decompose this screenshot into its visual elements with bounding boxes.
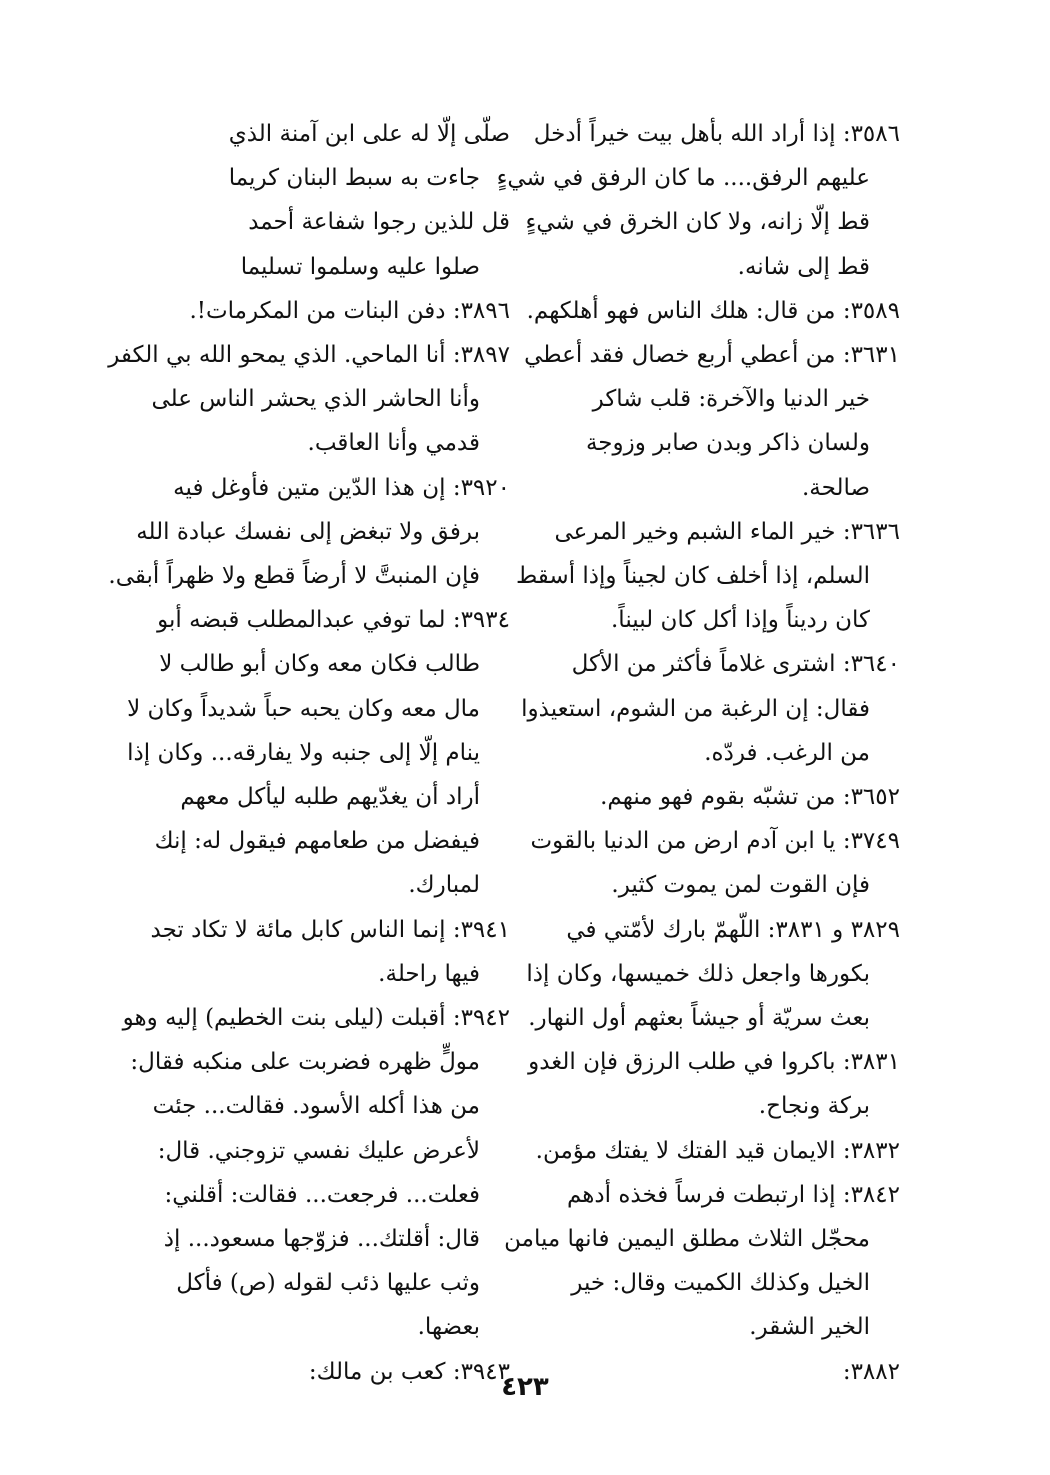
entry-first-line: ٣٨٢٩ و ٣٨٣١: اللّهمّ بارك لأمّتي في	[566, 916, 900, 943]
entry	[528, 1040, 900, 1128]
entry-first-line: ٣٨٩٦: دفن البنات من المكرمات!.	[189, 297, 510, 324]
entry	[104, 289, 510, 333]
poem-verse: صلوا عليه وسلموا تسليما	[240, 253, 480, 280]
entry	[526, 289, 900, 333]
entry-first-line: ٣٦٤٠: اشترى غلاماً فأكثر من الأكل	[571, 651, 900, 678]
entry-first-line: ٣٥٨٩: من قال: هلك الناس فهو أهلكهم.	[526, 297, 900, 324]
entry	[496, 112, 900, 289]
entry-continuation-line: بعث سريّة أو جيشاً بعثهم أول النهار.	[528, 1005, 870, 1032]
entry	[104, 466, 510, 599]
entry-first-line: ٣٦٣١: من أعطي أربع خصال فقد أعطي	[524, 342, 900, 369]
entry	[521, 642, 900, 775]
entry-first-line: ٣٥٨٦: إذا أراد الله بأهل بيت خيراً أدخل	[533, 121, 900, 147]
entry	[104, 908, 510, 996]
entry-continuation-line: فيفضل من طعامهم فيقول له: إنك	[154, 828, 480, 855]
entry-continuation-line: قدمي وأنا العاقب.	[307, 430, 480, 457]
entry-first-line: ٣٦٣٦: خير الماء الشبم وخير المرعى	[554, 518, 900, 545]
entry-continuation-line: عليهم الرفق.... ما كان الرفق في شيءٍ	[496, 165, 870, 192]
entry-first-line: ٣٩٣٤: لما توفي عبدالمطلب قبضه أبو	[157, 607, 510, 634]
entry-continuation-line: طالب فكان معه وكان أبو طالب لا	[159, 651, 480, 678]
entry-continuation-line: السلم، إذا أخلف كان لجيناً وإذا أسقط	[515, 563, 870, 590]
entry	[524, 333, 900, 510]
entry-continuation-line: بركة ونجاح.	[758, 1093, 870, 1120]
entry-first-line: ٣٨٩٧: أنا الماحي. الذي يمحو الله بي الكفر	[108, 342, 510, 369]
entry-first-line: ٣٧٤٩: يا ابن آدم ارض من الدنيا بالقوت	[530, 828, 900, 855]
entry-first-line: ٣٩٤٣: كعب بن مالك:	[308, 1358, 510, 1385]
entry-continuation-line: الخيل وكذلك الكميت وقال: خير	[571, 1270, 870, 1297]
entry-continuation-line: فعلت... فرجعت... فقالت: أقلني:	[164, 1181, 480, 1208]
left-entries	[104, 289, 510, 1394]
entry	[104, 996, 510, 1350]
entry-first-line: ٣٩٢٠: إن هذا الدّين متين فأوغل فيه	[173, 474, 510, 501]
entry-continuation-line: من هذا أكله الأسود. فقالت... جئت	[152, 1093, 480, 1120]
entry-continuation-line: مال معه وكان يحبه حباً شديداً وكان لا	[127, 695, 480, 722]
entry-first-line: ٣٨٨٢:	[842, 1358, 900, 1385]
entry-continuation-line: فإن القوت لمن يموت كثير.	[611, 872, 870, 899]
entry	[550, 775, 900, 819]
entry-continuation-line: وأنا الحاشر الذي يحشر الناس على	[151, 386, 480, 413]
entry-continuation-line: لمبارك.	[408, 872, 480, 899]
entry-first-line: ٣٨٣٢: الايمان قيد الفتك لا يفتك مؤمن.	[535, 1137, 900, 1164]
entry-continuation-line: قال: أقلتك... فزوّجها مسعود... إذ	[163, 1226, 480, 1253]
poem-verse: قل للذين رجوا شفاعة أحمد	[248, 209, 510, 236]
page-number: ٤٢٣	[501, 1372, 549, 1402]
entry-first-line: ٣٩٤١: إنما الناس كابل مائة لا تكاد تجد	[150, 916, 510, 943]
poem-verse: جاءت به سبط البنان كريما	[228, 165, 480, 192]
entry-continuation-line: ينام إلّا إلى جنبه ولا يفارقه... وكان إذا	[127, 739, 480, 766]
entry	[535, 1129, 900, 1173]
entry-continuation-line: وثب عليها ذئب لقوله (ص) فأكل	[176, 1270, 480, 1297]
entry-first-line: ٣٦٥٢: من تشبّه بقوم فهو منهم.	[600, 784, 900, 811]
entry-continuation-line: خير الدنيا والآخرة: قلب شاكر	[592, 386, 870, 413]
entry-continuation-line: محجّل الثلاث مطلق اليمين فانها ميامن	[504, 1226, 870, 1253]
entry-continuation-line: مولٍّ ظهره فضربت على منكبه فقال:	[130, 1049, 480, 1076]
entry	[104, 598, 510, 907]
entry-first-line: ٣٨٣١: باكروا في طلب الرزق فإن الغدو	[528, 1049, 900, 1076]
poem-verse: صلّى إلّا له على ابن آمنة الذي	[228, 121, 510, 147]
entry-continuation-line: فإن المنبتَّ لا أرضاً قطع ولا ظهراً أبقى.	[108, 563, 480, 590]
entry-continuation-line: كان رديناً وإذا أكل كان لبيناً.	[611, 607, 870, 634]
entry-continuation-line: قط إلّا زانه، ولا كان الخرق في شيءٍ	[525, 209, 870, 236]
entry-continuation-line: قط إلى شانه.	[737, 253, 870, 280]
entry	[504, 1173, 900, 1350]
entry-continuation-line: فقال: إن الرغبة من الشوم، استعيذوا	[521, 695, 870, 722]
left-column	[104, 112, 510, 1394]
entry	[515, 510, 900, 643]
entry	[526, 908, 900, 1041]
entry-continuation-line: بعضها.	[417, 1314, 480, 1341]
entry	[104, 333, 510, 466]
entry-continuation-line: صالحة.	[801, 474, 870, 501]
entry-first-line: ٣٩٤٢: أقبلت (ليلى بنت الخطيم) إليه وهو	[122, 1005, 510, 1032]
entry-first-line: ٣٨٤٢: إذا ارتبطت فرساً فخذه أدهم	[566, 1181, 900, 1208]
verse-block	[104, 112, 510, 289]
entry-continuation-line: فيها راحلة.	[378, 960, 480, 987]
entry-continuation-line: برفق ولا تبغض إلى نفسك عبادة الله	[136, 518, 480, 545]
entry-continuation-line: أراد أن يغدّيهم طلبه ليأكل معهم	[180, 784, 480, 811]
entry-continuation-line: بكورها واجعل ذلك خميسها، وكان إذا	[526, 960, 870, 987]
entry-continuation-line: ولسان ذاكر وبدن صابر وزوجة	[585, 430, 870, 457]
entry	[530, 819, 900, 907]
entry-continuation-line: الخير الشقر.	[749, 1314, 870, 1341]
entry-continuation-line: لأعرض عليك نفسي تزوجني. قال:	[157, 1137, 480, 1164]
entry-continuation-line: من الرغب. فردّه.	[704, 739, 870, 766]
